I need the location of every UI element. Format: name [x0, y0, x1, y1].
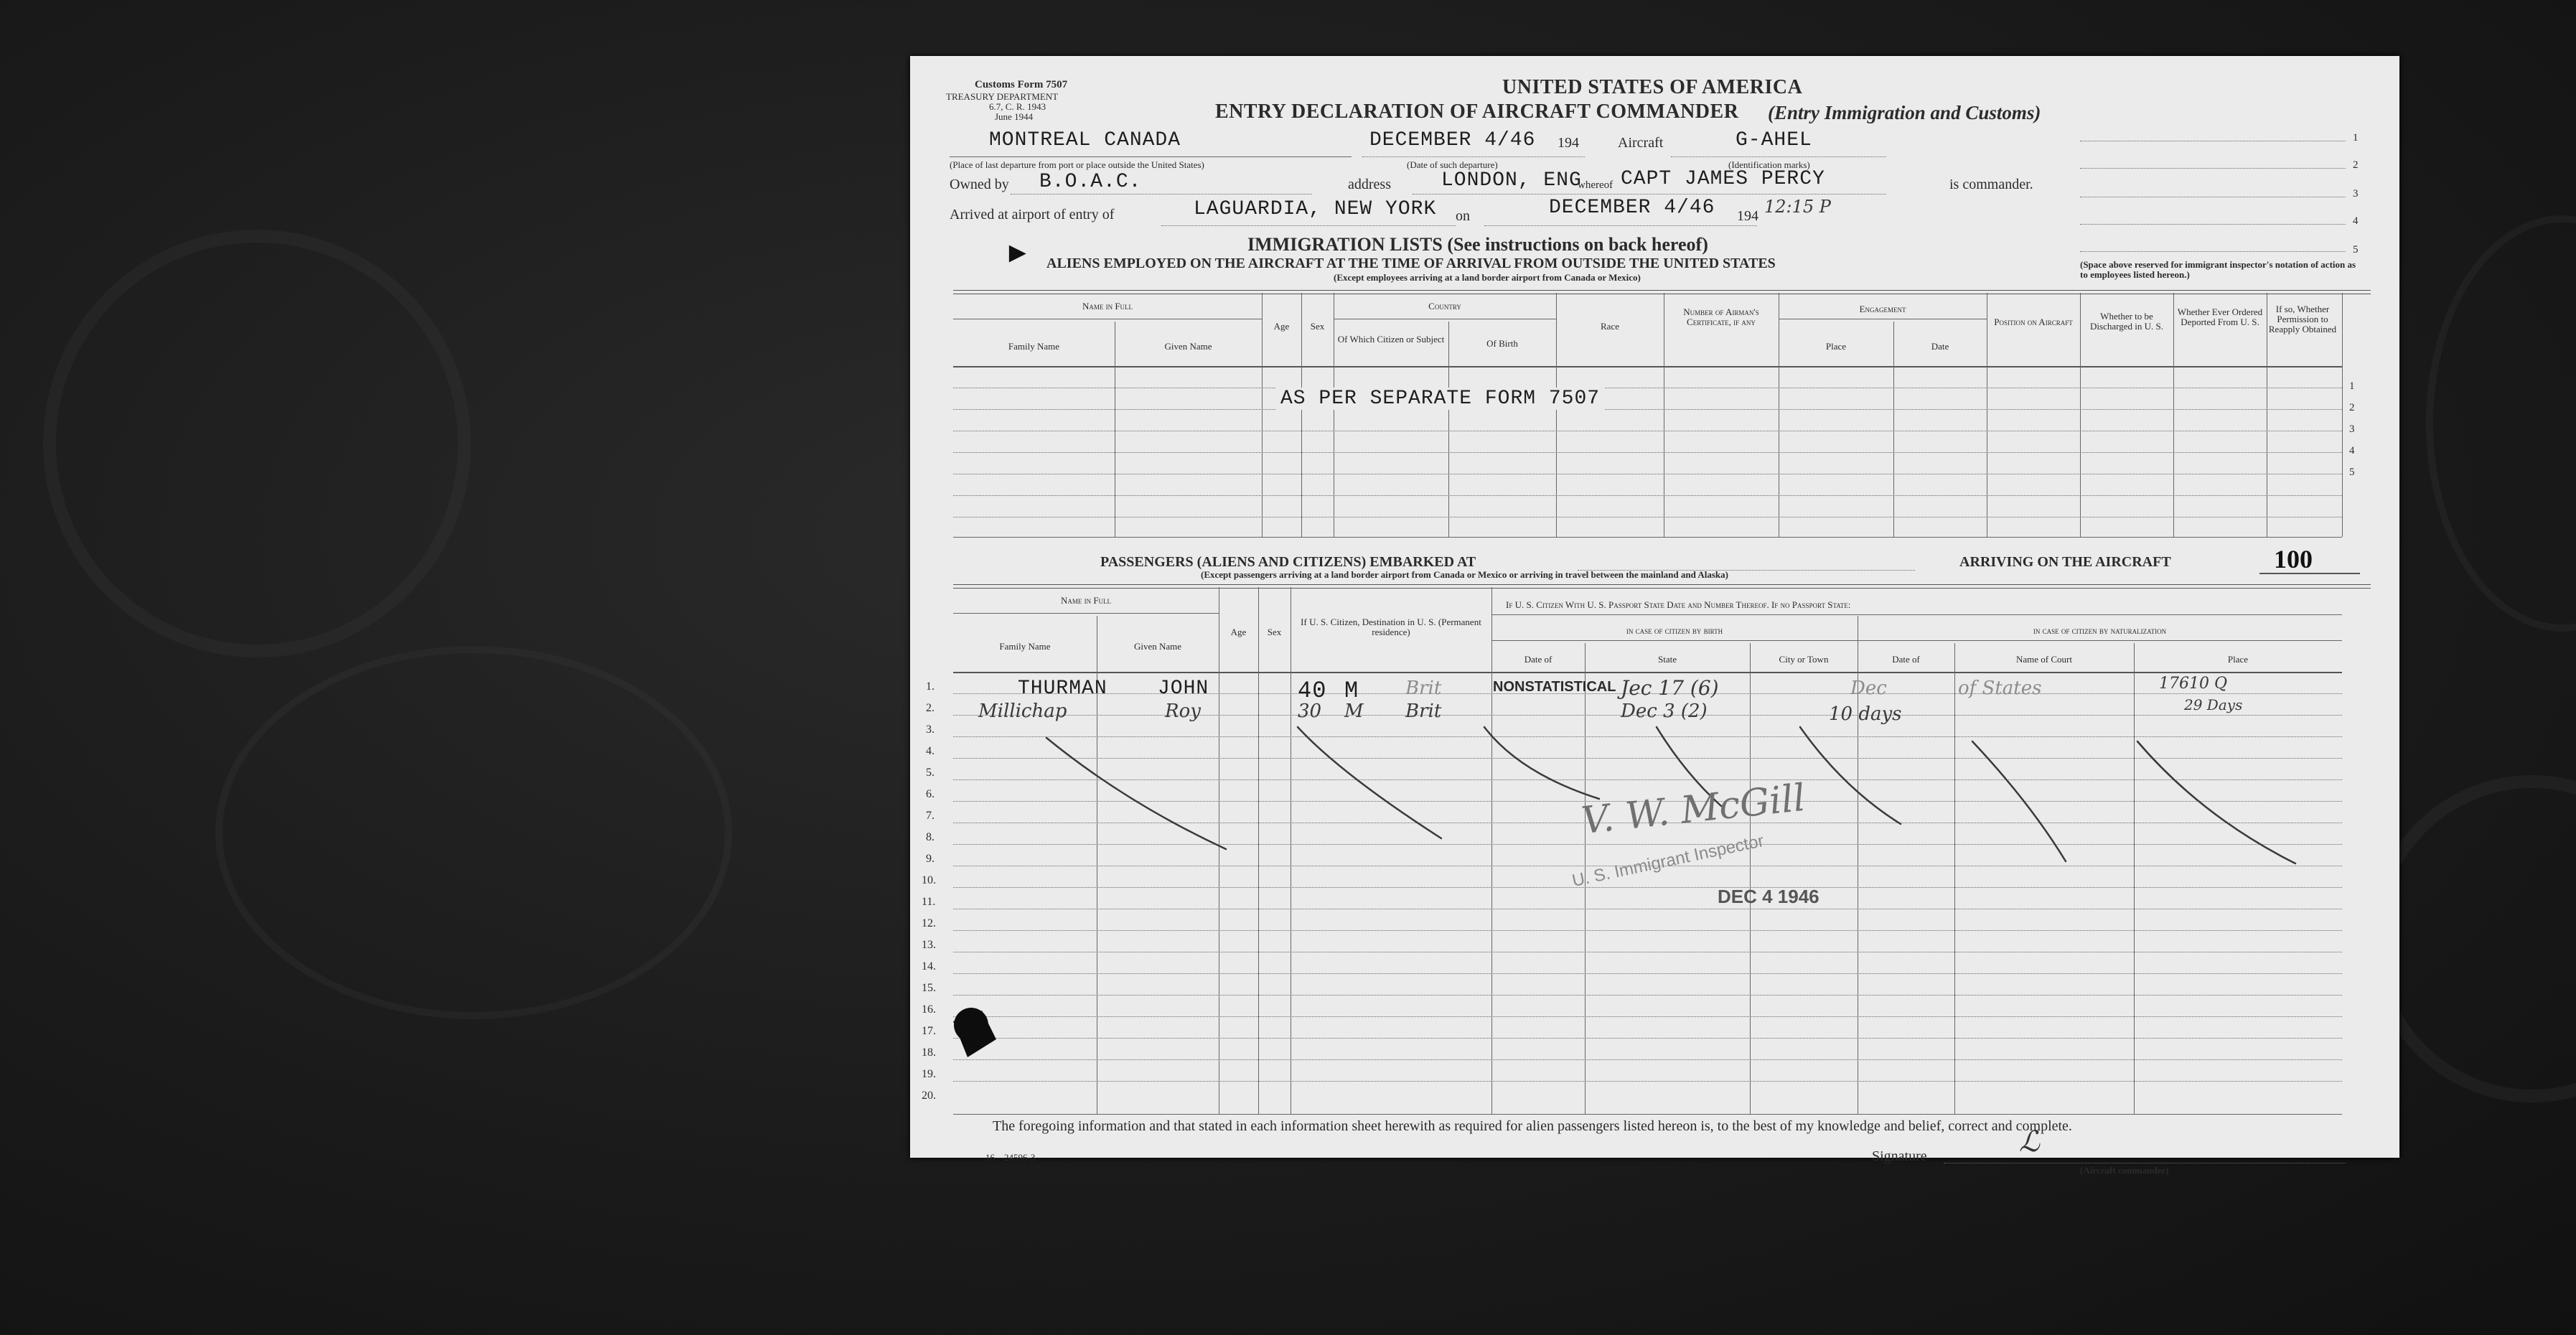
row-number: 5.	[926, 767, 935, 779]
crew-header-name: Name in Full	[1082, 301, 1133, 312]
nonstatistical-stamp: NONSTATISTICAL	[1493, 679, 1616, 695]
pass-header-name: Name in Full	[1060, 595, 1112, 606]
crew-header-citizen: Of Which Citizen or Subject	[1337, 334, 1445, 345]
pass-header-age: Age	[1230, 627, 1247, 637]
crew-header-birth: Of Birth	[1486, 338, 1518, 349]
pass-header-state: State	[1658, 654, 1677, 665]
crew-row-num: 5	[2349, 467, 2355, 478]
print-code: 16—24596-3	[985, 1152, 1036, 1163]
crew-row-num: 2	[2349, 402, 2355, 413]
background-pattern	[215, 646, 732, 1019]
heading-usa: UNITED STATES OF AMERICA	[1502, 76, 1803, 98]
crew-header-country: Country	[1428, 301, 1461, 312]
pass2-sex: M	[1344, 701, 1364, 722]
pass-header-city: City or Town	[1779, 654, 1829, 665]
background-pattern	[2369, 775, 2576, 1102]
owned-label: Owned by	[950, 177, 1009, 192]
background-pattern	[43, 230, 471, 657]
ditto-stroke	[1484, 727, 1599, 799]
commander-name: CAPT JAMES PERCY	[1621, 168, 1825, 190]
arriving-label: ARRIVING ON THE AIRCRAFT	[1959, 554, 2171, 570]
row-number: 12.	[922, 917, 936, 929]
pass1-date: Jec 17 (6)	[1621, 676, 1719, 700]
crew-header-date: Date	[1931, 341, 1949, 352]
crew-header-position: Position on Aircraft	[1994, 317, 2073, 327]
departure-caption: (Place of last departure from port or place outside the United States)	[950, 159, 1204, 170]
pass1-dest: Brit	[1405, 678, 1442, 699]
commander-signature: ℒ	[2019, 1125, 2040, 1158]
pass1-sex: M	[1344, 678, 1359, 704]
declaration-statement: The foregoing information and that stated in each information sheet herewith as required for alien passengers listed hereon is, to the best of my knowledge and belief, correct and complete.	[993, 1118, 2072, 1134]
pass2-city: 10 days	[1829, 703, 1902, 725]
crew-header-discharged: Whether to be Discharged in U. S.	[2090, 311, 2163, 332]
row-number: 16.	[922, 1003, 936, 1016]
year-prefix: 194	[1558, 135, 1579, 151]
pass-header-destination: If U. S. Citizen, Destination in U. S. (Permanent residence)	[1301, 617, 1481, 637]
departure-place: MONTREAL CANADA	[989, 129, 1181, 151]
row-number: 17.	[922, 1025, 936, 1037]
row-number: 20.	[922, 1090, 936, 1102]
arrival-date: DECEMBER 4/46	[1549, 197, 1715, 219]
heading-subtitle: (Entry Immigration and Customs)	[1768, 102, 2041, 123]
side-num: 1	[2353, 132, 2359, 144]
inspector-date-stamp: DEC 4 1946	[1718, 886, 1819, 907]
crew-header-age: Age	[1273, 321, 1290, 332]
pass-header-date-of2: Date of	[1892, 654, 1920, 665]
crew-note: AS PER SEPARATE FORM 7507	[1276, 388, 1604, 410]
row-number: 3.	[926, 723, 935, 736]
crew-row-num: 1	[2349, 380, 2355, 392]
cfr-ref: 6.7, C. R. 1943	[989, 101, 1046, 112]
inspector-title: U. S. Immigrant Inspector	[1570, 831, 1766, 891]
is-commander-label: is commander.	[1949, 177, 2033, 192]
row-number: 4.	[926, 745, 935, 757]
row-number: 7.	[926, 810, 935, 822]
row-number: 19.	[922, 1068, 936, 1080]
date-caption: (Date of such departure)	[1407, 159, 1498, 170]
pass1-family: THURMAN	[1018, 678, 1107, 700]
crew-header-airman: Number of Airman's Certificate, if any	[1683, 306, 1759, 327]
ditto-stroke	[1972, 741, 2066, 861]
whereof-label: whereof	[1578, 179, 1613, 191]
form-number: Customs Form 7507	[975, 79, 1068, 90]
side-num: 3	[2353, 188, 2359, 200]
department: TREASURY DEPARTMENT	[946, 91, 1059, 102]
crew-header-race: Race	[1601, 321, 1619, 332]
row-number: 13.	[922, 939, 936, 951]
side-num: 5	[2353, 244, 2359, 256]
pass2-place: 29 Days	[2184, 696, 2243, 713]
aircraft-label: Aircraft	[1618, 135, 1664, 151]
crew-header-permission: If so, Whether Permission to Reapply Obtained	[2268, 304, 2337, 334]
pass2-date: Dec 3 (2)	[1621, 701, 1708, 722]
inspector-signature: V. W. McGill	[1579, 776, 1808, 843]
row-number: 8.	[926, 831, 935, 843]
crew-header-given: Given Name	[1164, 341, 1212, 352]
pass1-city: Dec	[1850, 678, 1887, 699]
pointer-mark: ►	[1003, 236, 1032, 268]
aircraft-caption: (Identification marks)	[1728, 159, 1810, 170]
row-number: 15.	[922, 982, 936, 994]
row-number: 2.	[926, 702, 935, 714]
pass-header-family: Family Name	[999, 641, 1051, 652]
on-label: on	[1456, 208, 1470, 224]
row-number: 1.	[926, 680, 935, 693]
row-number: 6.	[926, 788, 935, 800]
side-num: 2	[2353, 159, 2359, 171]
pass-header-court: Name of Court	[2016, 654, 2072, 665]
passengers-title: PASSENGERS (ALIENS AND CITIZENS) EMBARKED AT	[1100, 554, 1476, 570]
aircraft-marks: G-AHEL	[1736, 129, 1812, 151]
airport-of-entry: LAGUARDIA, NEW YORK	[1194, 198, 1437, 220]
row-number: 10.	[922, 874, 936, 886]
pass2-dest: Brit	[1405, 701, 1442, 722]
heading-title: ENTRY DECLARATION OF AIRCRAFT COMMANDER	[1215, 100, 1739, 123]
pass-header-sex: Sex	[1267, 627, 1282, 637]
pass-header-given: Given Name	[1133, 641, 1182, 652]
ditto-stroke	[1046, 738, 1226, 849]
arrival-year-prefix: 194	[1737, 208, 1758, 224]
crew-row-num: 3	[2349, 423, 2355, 435]
immigration-subtitle: ALIENS EMPLOYED ON THE AIRCRAFT AT THE TIME OF ARRIVAL FROM OUTSIDE THE UNITED STATES	[1046, 256, 1776, 271]
immigration-note: (Except employees arriving at a land border airport from Canada or Mexico)	[1334, 272, 1641, 283]
address-label: address	[1348, 177, 1391, 192]
pass1-given: JOHN	[1158, 678, 1209, 700]
ditto-strokes	[910, 56, 2399, 1158]
owner: B.O.A.C.	[1039, 171, 1142, 193]
crew-row-num: 4	[2349, 445, 2355, 456]
pass2-given: Roy	[1165, 701, 1201, 722]
pass-header-by-naturalization: in case of citizen by naturalization	[2033, 625, 2167, 636]
row-number: 9.	[926, 853, 935, 865]
form-date: June 1944	[995, 111, 1034, 122]
pass-header-passport: If U. S. Citizen With U. S. Passport State Date and Number Thereof. If no Passport State:	[1506, 599, 1851, 610]
pass2-family: Millichap	[978, 701, 1067, 722]
pass1-age: 40	[1298, 678, 1327, 704]
ditto-stroke	[2137, 741, 2295, 863]
owner-address: LONDON, ENG	[1441, 169, 1582, 192]
passengers-note: (Except passengers arriving at a land border airport from Canada or Mexico or arriving in travel between the mainland and Alaska)	[1201, 569, 1728, 580]
pass2-age: 30	[1298, 701, 1322, 722]
pass-header-date-of: Date of	[1524, 654, 1552, 665]
immigration-title: IMMIGRATION LISTS (See instructions on back hereof)	[1247, 234, 1708, 255]
pass1-place: 17610 Q	[2159, 675, 2228, 693]
crew-header-place: Place	[1825, 341, 1847, 352]
pass1-naturalization: of States	[1958, 678, 2042, 699]
background-pattern	[2426, 215, 2576, 632]
row-number: 14.	[922, 960, 936, 973]
departure-date: DECEMBER 4/46	[1369, 129, 1536, 151]
pass-header-place: Place	[2227, 654, 2249, 665]
crew-header-deported: Whether Ever Ordered Deported From U. S.	[2177, 306, 2263, 327]
commander-caption: (Aircraft commander)	[2080, 1165, 2169, 1176]
customs-form-document	[910, 56, 2399, 1176]
side-caption: (Space above reserved for immigrant inspector's notation of action as to employees listed hereon.)	[2080, 259, 2356, 280]
row-number: 18.	[922, 1046, 936, 1059]
ditto-stroke	[1298, 727, 1441, 838]
signature-label: Signature	[1872, 1148, 1927, 1164]
pass-header-by-birth: in case of citizen by birth	[1626, 625, 1723, 636]
crew-header-family: Family Name	[1008, 341, 1060, 352]
row-number: 11.	[922, 896, 936, 908]
crew-header-sex: Sex	[1310, 321, 1325, 332]
crew-header-engagement: Engagement	[1859, 304, 1906, 314]
arrived-label: Arrived at airport of entry of	[950, 207, 1115, 222]
passenger-count: 100	[2274, 545, 2313, 573]
arrival-time: 12:15 P	[1764, 197, 1831, 217]
side-num: 4	[2353, 215, 2359, 227]
ditto-stroke	[1800, 727, 1901, 824]
